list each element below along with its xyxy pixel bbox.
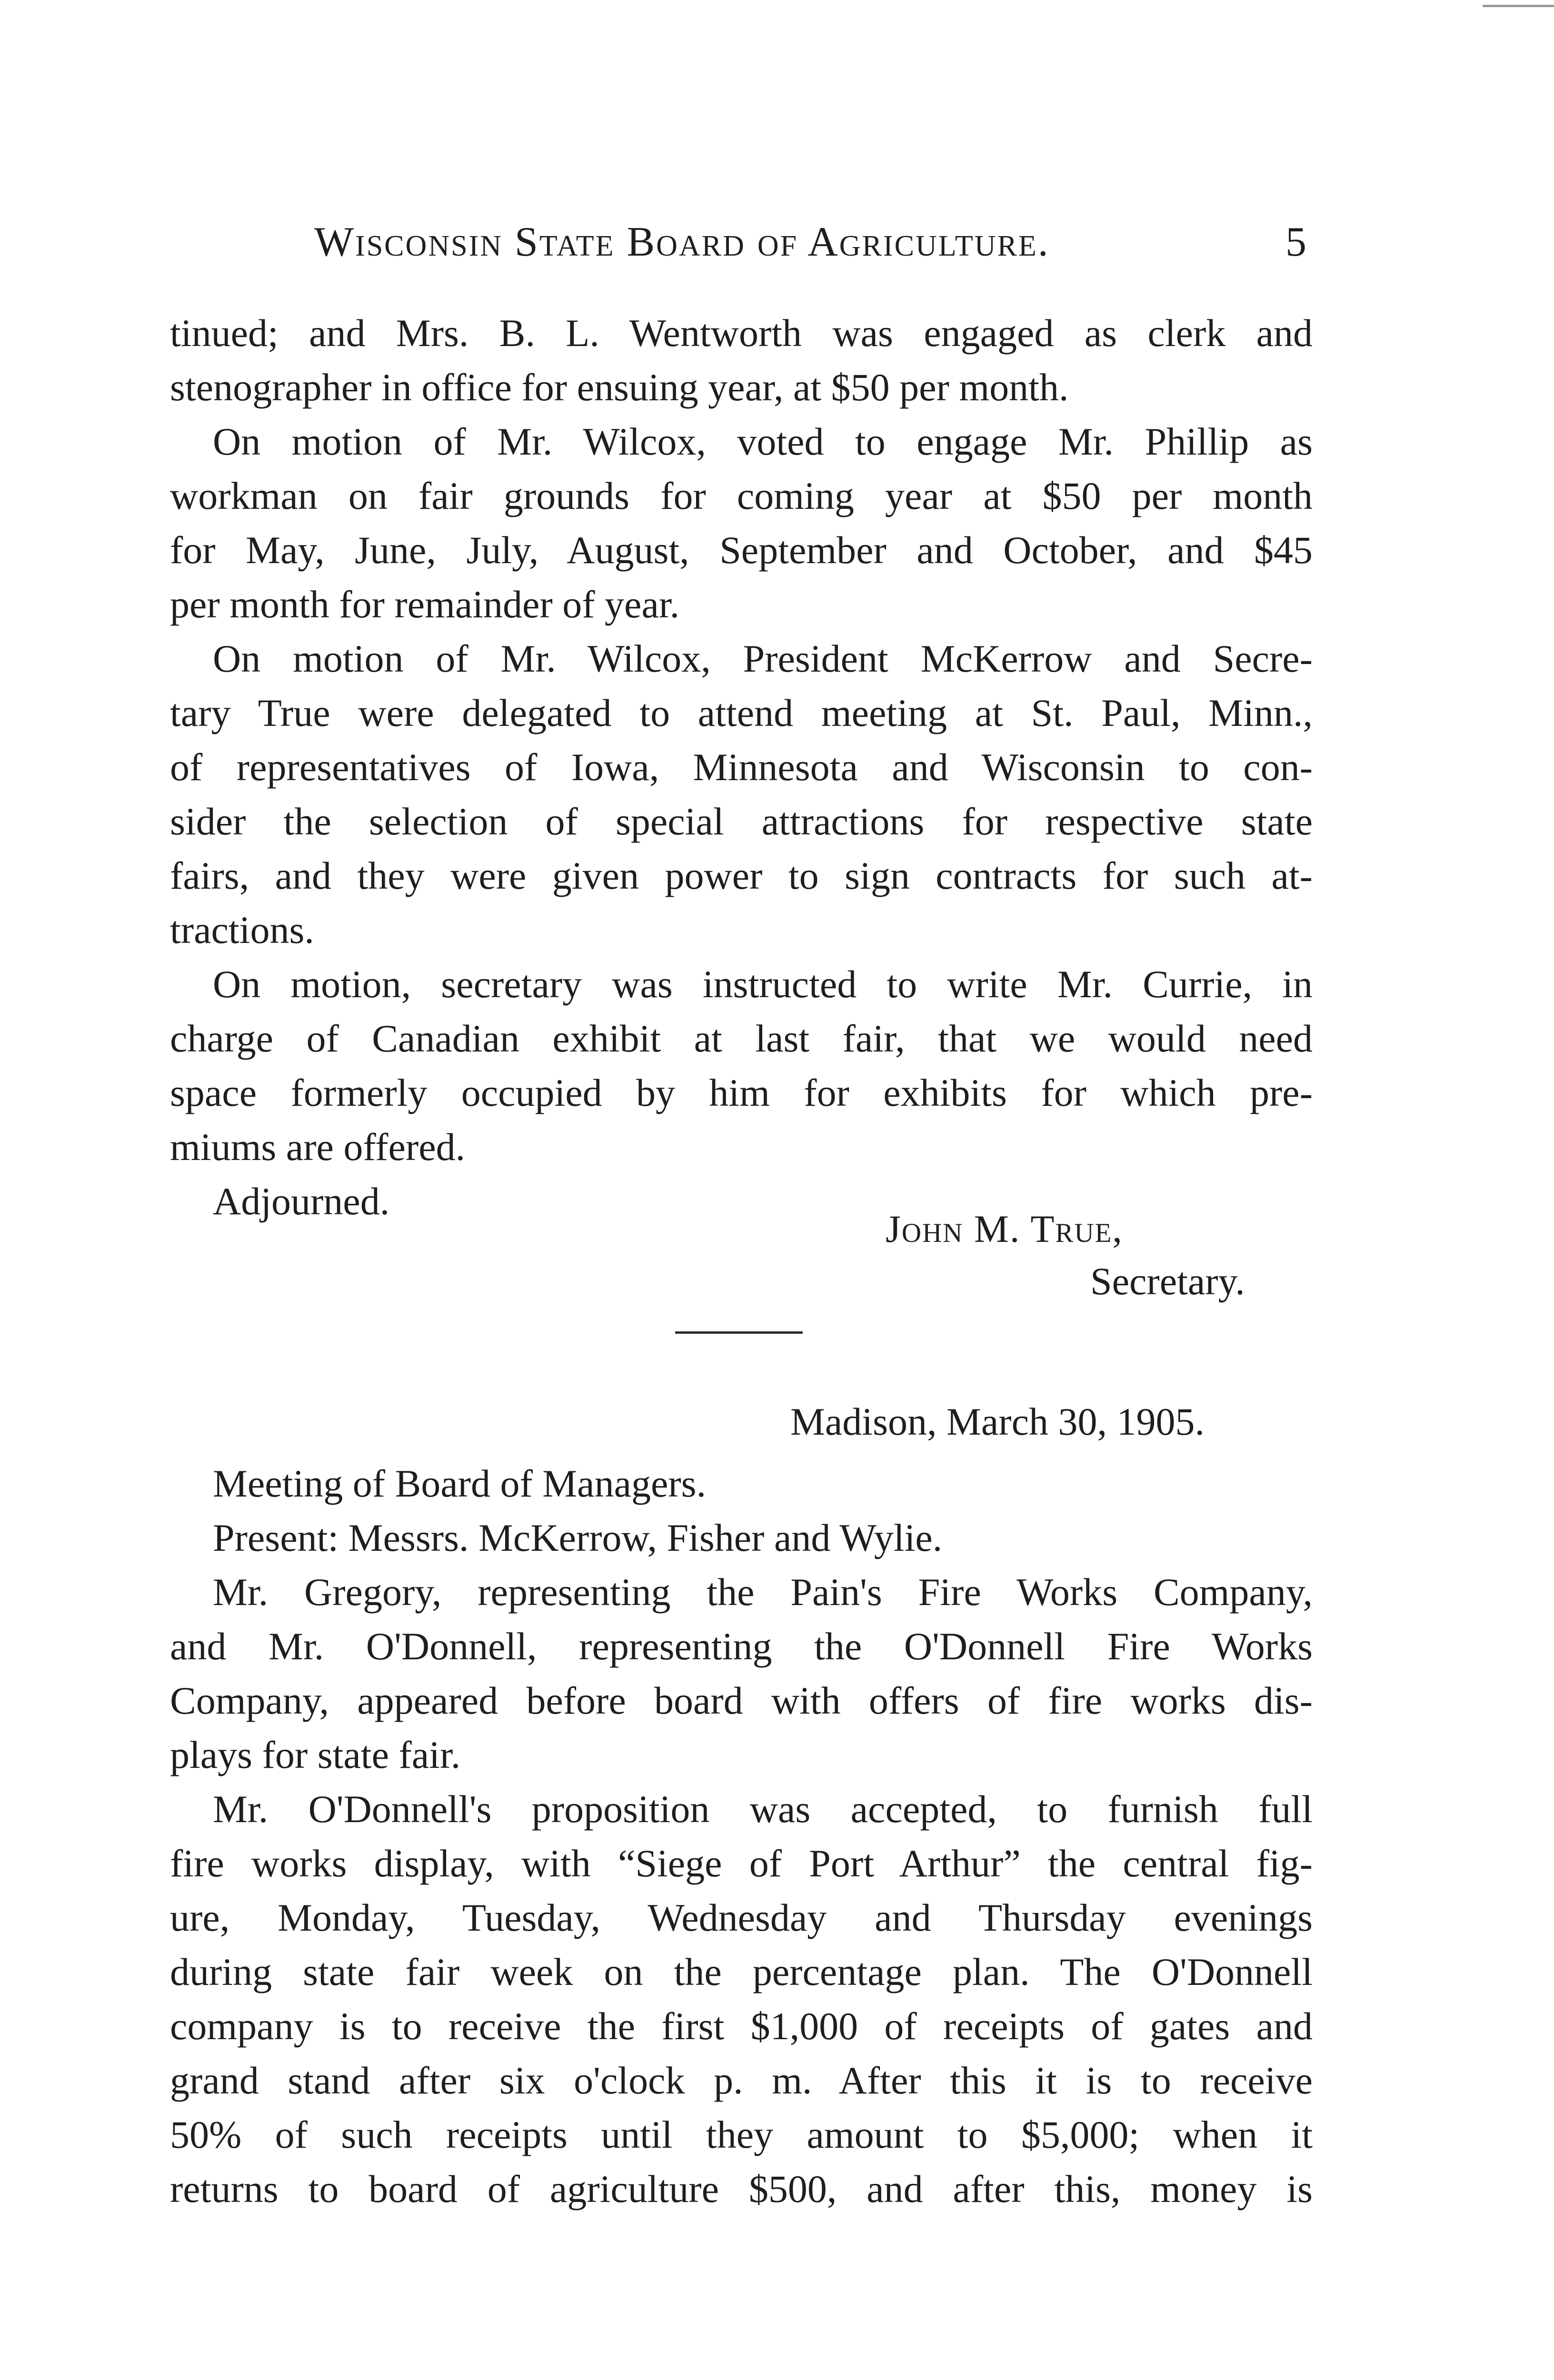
text-line: ure, Monday, Tuesday, Wednesday and Thursday evenings [170,1896,1313,1939]
text-line: of representatives of Iowa, Minnesota and Wisconsin to con- [170,745,1313,789]
text-line: returns to board of agriculture $500, and after this, money is [170,2167,1313,2211]
text-line: grand stand after six o'clock p. m. After this it is to receive [170,2059,1313,2102]
page-number: 5 [1285,219,1306,265]
text-line: Company, appeared before board with offers of fire works dis- [170,1679,1313,1722]
running-head [314,218,1324,270]
text-line: plays for state fair. [170,1733,461,1776]
body-text-section-2 [170,1457,1313,2216]
text-line: charge of Canadian exhibit at last fair, that we would need [170,1017,1313,1060]
text-line: space formerly occupied by him for exhibits for which pre- [170,1071,1313,1114]
text-line: sider the selection of special attractions for respective state [170,800,1313,843]
text-line: Adjourned. [213,1180,390,1223]
text-line: and Mr. O'Donnell, representing the O'Donnell Fire Works [170,1625,1313,1668]
text-line: Present: Messrs. McKerrow, Fisher and Wylie. [213,1516,943,1559]
text-line: tinued; and Mrs. B. L. Wentworth was engaged as clerk and [170,311,1313,355]
text-line: fairs, and they were given power to sign contracts for such at- [170,854,1313,897]
text-line: miums are offered. [170,1125,466,1169]
signature-title: Secretary. [1090,1259,1245,1303]
text-line: On motion of Mr. Wilcox, President McKerrow and Secre- [213,637,1313,680]
text-line: stenographer in office for ensuing year, at $50 per month. [170,366,1069,409]
running-title: Wisconsin State Board of Agriculture. [314,219,1050,265]
body-text-section-1 [170,306,1313,1229]
text-line: during state fair week on the percentage plan. The O'Donnell [170,1950,1313,1993]
text-line: for May, June, July, August, September and October, and $45 [170,528,1313,572]
text-line: fire works display, with “Siege of Port Arthur” the central fig- [170,1842,1313,1885]
text-line: workman on fair grounds for coming year at $50 per month [170,474,1313,517]
dateline: Madison, March 30, 1905. [790,1400,1205,1443]
text-line: Meeting of Board of Managers. [213,1462,707,1505]
text-line: On motion, secretary was instructed to write Mr. Currie, in [213,962,1313,1006]
text-line: tractions. [170,908,314,952]
text-line: Mr. Gregory, representing the Pain's Fire Works Company, [213,1570,1313,1614]
text-line: company is to receive the first $1,000 of receipts of gates and [170,2004,1313,2048]
section-divider [675,1331,803,1334]
text-line: On motion of Mr. Wilcox, voted to engage Mr. Phillip as [213,420,1313,463]
page-edge-mark [1483,5,1554,7]
text-line: per month for remainder of year. [170,583,680,626]
text-line: 50% of such receipts until they amount to $5,000; when it [170,2113,1313,2156]
text-line: Mr. O'Donnell's proposition was accepted, to furnish full [213,1787,1313,1831]
signature-name: John M. True, [886,1207,1123,1250]
text-line: tary True were delegated to attend meeting at St. Paul, Minn., [170,691,1313,734]
